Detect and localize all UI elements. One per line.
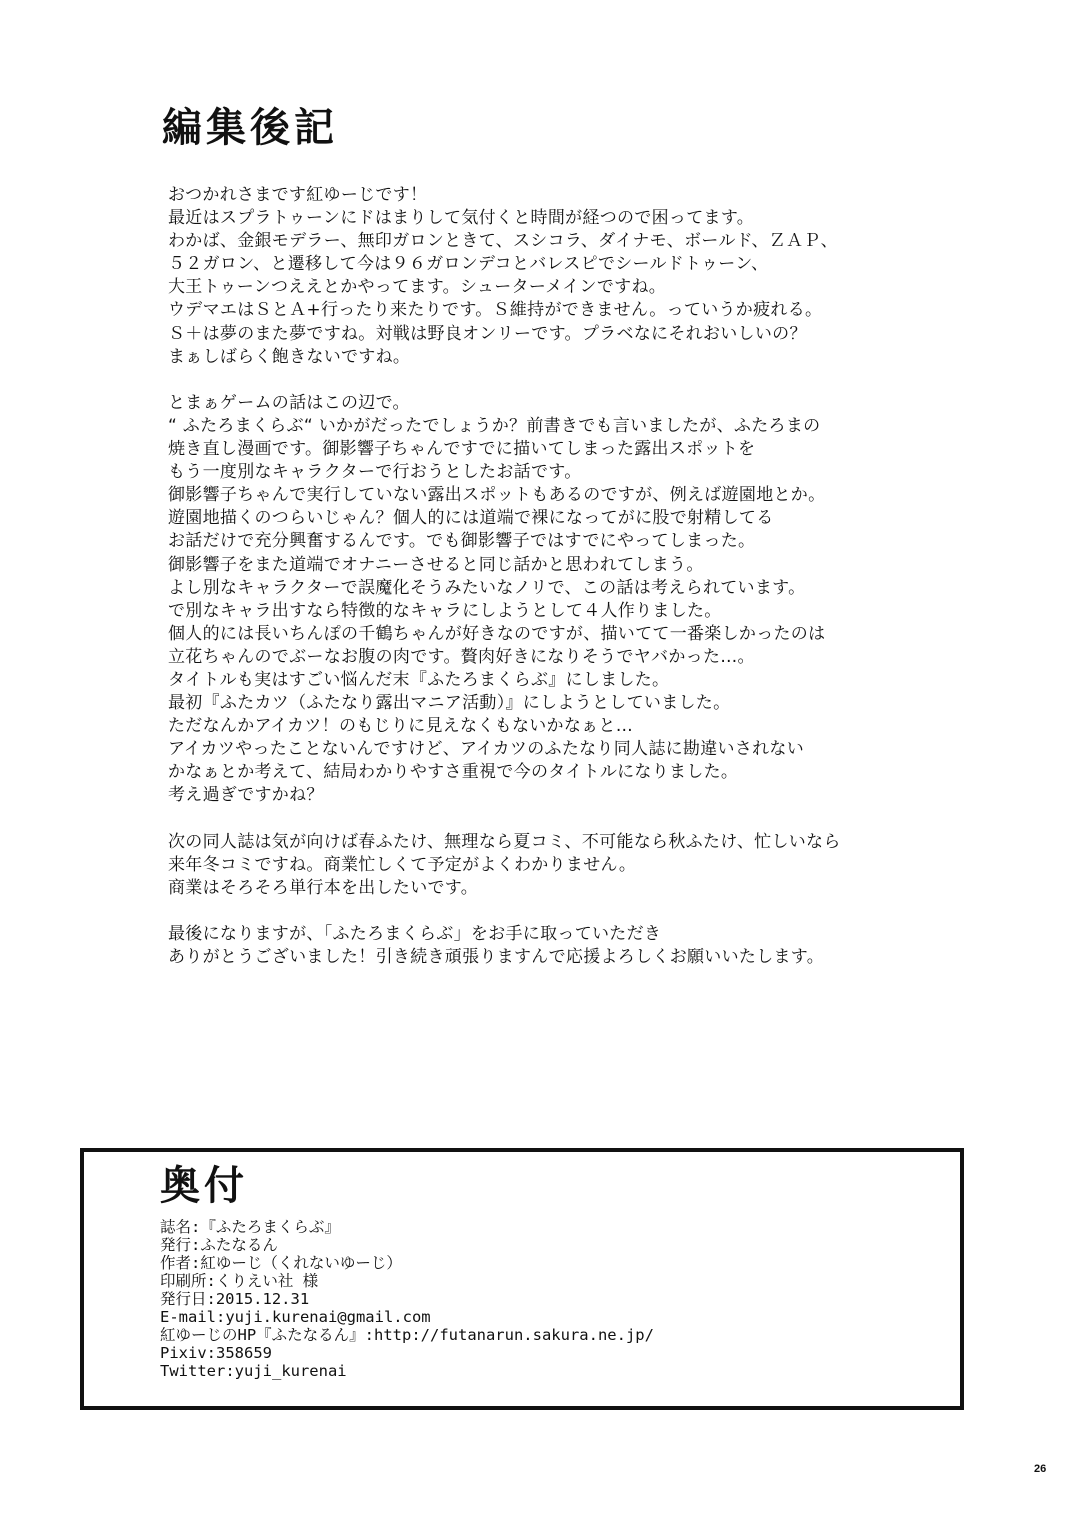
text-line: 考え過ぎですかね？ [168,785,324,806]
text-line: 次の同人誌は気が向けば春ふたけ、無理なら夏コミ、不可能なら秋ふたけ、忙しいなら [168,831,841,852]
text-line: ５２ガロン、と遷移して今は９６ガロンデコとバレスピでシールドトゥーン、 [168,254,769,275]
text-line: ありがとうございました！引き続き頑張りますんで応援よろしくお願いいたします。 [168,947,825,968]
text-line: まぁしばらく飽きないですね。 [168,346,411,367]
text-line: ただなんかアイカツ！のもじりに見えなくもないかなぁと… [168,716,634,737]
colophon-pixiv: Pixiv:358659 [160,1344,272,1362]
text-line: ウデマエはＳとＡ+行ったり来たりです。Ｓ維持ができません。っていうか疲れる。 [168,300,823,321]
colophon-title-of-work: 誌名:『ふたろまくらぶ』 [160,1218,340,1236]
afterword-heading: 編集後記 [162,105,338,151]
colophon-email: E-mail:yuji.kurenai@gmail.com [160,1308,431,1326]
text-line: アイカツやったことないんですけど、アイカツのふたなり同人誌に勘違いされない [168,739,805,760]
text-line: 御影響子ちゃんで実行していない露出スポットもあるのですが、例えば遊園地とか。 [168,485,826,506]
colophon-printer: 印刷所:くりえい社 様 [160,1272,319,1290]
text-line: おつかれさまです紅ゆーじです！ [168,185,428,205]
page-number: 26 [1034,1463,1047,1475]
text-line: よし別なキャラクターで誤魔化そうみたいなノリで、この話は考えられています。 [168,577,806,598]
text-line: 商業はそろそろ単行本を出したいです。 [168,877,479,898]
afterword-body [168,184,1028,992]
text-line: 遊園地描くのつらいじゃん？個人的には道端で裸になってがに股で射精してる [168,508,774,529]
afterword-paragraph [168,831,1028,900]
text-line: タイトルも実はすごい悩んだ末『ふたろまくらぶ』にしました。 [168,669,670,690]
text-line: 最後になりますが、「ふたろまくらぶ」をお手に取っていただき [168,924,662,944]
text-line: 大王トゥーンつええとかやってます。シューターメインですね。 [168,277,667,298]
afterword-paragraph [168,923,1028,969]
afterword-paragraph [168,392,1028,808]
afterword-paragraph [168,184,1028,369]
colophon-author: 作者:紅ゆーじ（くれないゆーじ） [160,1254,402,1272]
text-line: “ ふたろまくらぶ“ いかがだったでしょうか？前書きでも言いましたが、ふたろまの [168,415,821,436]
text-line: 最近はスプラトゥーンにドはまりして気付くと時間が経つので困ってます。 [168,208,755,229]
colophon-twitter: Twitter:yuji_kurenai [160,1362,347,1380]
text-line: 来年冬コミですね。商業忙しくて予定がよくわかりません。 [168,854,637,875]
text-line: 最初『ふたカツ（ふたなり露出マニア活動）』にしようとしていました。 [168,693,731,714]
text-line: 焼き直し漫画です。御影響子ちゃんですでに描いてしまった露出スポットを [168,439,756,460]
colophon-publisher: 発行:ふたなるん [160,1236,278,1254]
text-line: 御影響子をまた道端でオナニーさせると同じ話かと思われてしまう。 [168,554,704,575]
text-line: 個人的には長いちんぽの千鶴ちゃんが好きなのですが、描いてて一番楽しかったのは [168,623,826,644]
text-line: 立花ちゃんのでぶーなお腹の肉です。贅肉好きになりそうでヤバかった…。 [168,646,755,667]
text-line: お話だけで充分興奮するんです。でも御影響子ではすでにやってしまった。 [168,531,756,552]
text-line: もう一度別なキャラクターで行おうとしたお話です。 [168,462,582,483]
colophon-title: 奥付 [160,1163,248,1209]
colophon-publish-date: 発行日:2015.12.31 [160,1290,310,1308]
colophon-list [160,1218,654,1380]
text-line: とまぁゲームの話はこの辺で。 [168,392,410,413]
colophon-homepage: 紅ゆーじのHP『ふたなるん』:http://futanarun.sakura.ne.jp/ [160,1326,654,1344]
text-line: かなぁとか考えて、結局わかりやすさ重視で今のタイトルになりました。 [168,762,739,783]
text-line: わかば、金銀モデラー、無印ガロンときて、スシコラ、ダイナモ、ボールド、ＺＡＰ、 [168,231,838,252]
text-line: で別なキャラ出すなら特徴的なキャラにしようとして４人作りました。 [168,600,722,621]
colophon-box [80,1148,964,1410]
text-line: Ｓ＋は夢のまた夢ですね。対戦は野良オンリーです。プラベなにそれおいしいの？ [168,323,807,344]
